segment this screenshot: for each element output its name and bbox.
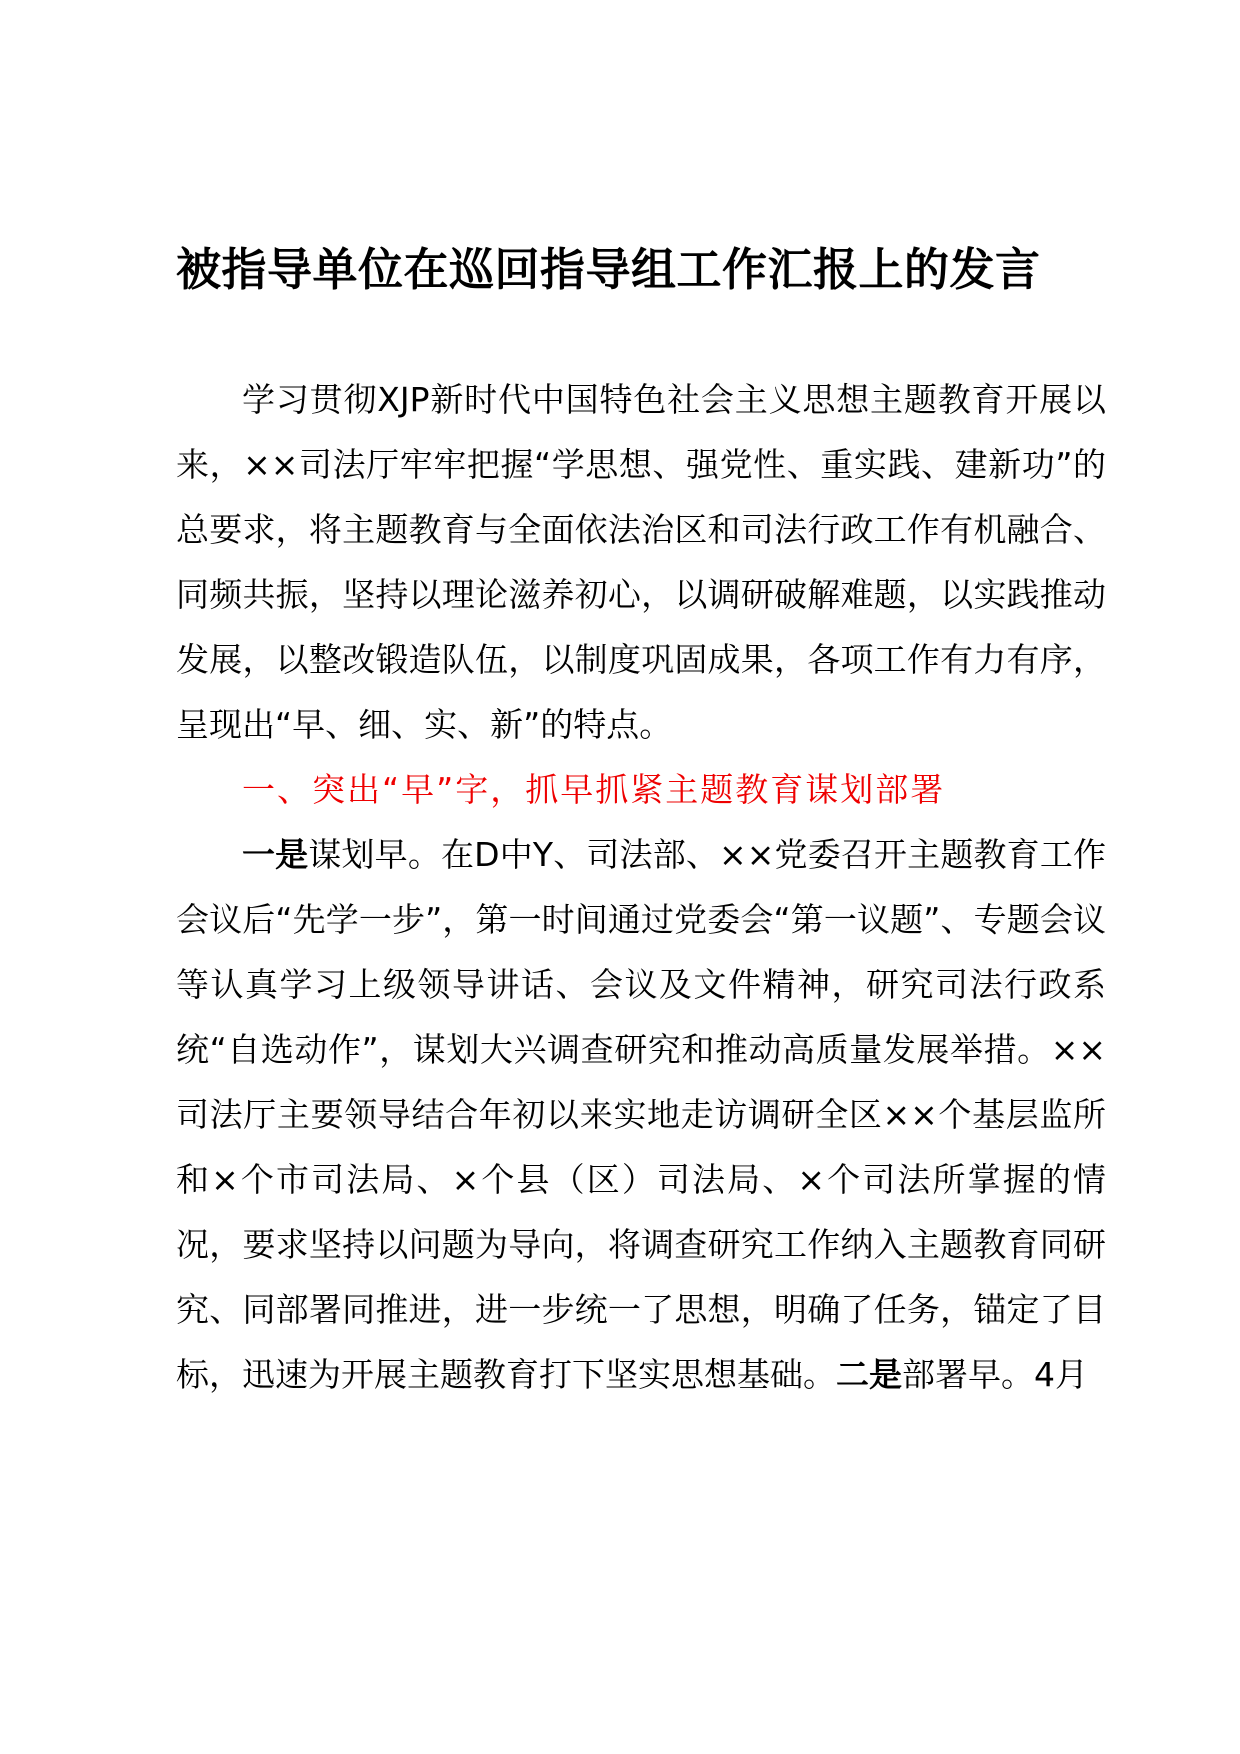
section-paragraph (176, 822, 1106, 1407)
section-heading: 一、突出“早”字，抓早抓紧主题教育谋划部署 (242, 770, 946, 809)
bold-lead-first: 一是 (242, 835, 309, 874)
document-title: 被指导单位在巡回指导组工作汇报上的发言 (176, 243, 1041, 296)
paragraph-text-first: 谋划早。在D中Y、司法部、××党委召开主题教育工作会议后“先学一步”，第一时间通过党委会“第一议题”、专题会议等认真学习上级领导讲话、会议及文件精神，研究司法行政系统“自选动作”，谋划大兴调查研究和推动高质量发展举措。××司法厅主要领导结合年初以来实地走访调研全区××个基层监所和×个市司法局、×个县（区）司法局、×个司法所掌握的情况，要求坚持以问题为导向，将调查研究工作纳入主题教育同研究、同部署同推进，进一步统一了思想，明确了任务，锚定了目标，迅速为开展主题教育打下坚实思想基础。 (176, 835, 1107, 1394)
bold-lead-second: 二是 (836, 1355, 902, 1394)
paragraph-text-second: 部署早。4月 (902, 1355, 1088, 1394)
intro-paragraph: 学习贯彻XJP新时代中国特色社会主义思想主题教育开展以来，××司法厅牢牢把握“学思想、强党性、重实践、建新功”的总要求，将主题教育与全面依法治区和司法行政工作有机融合、同频共振，坚持以理论滋养初心，以调研破解难题，以实践推动发展，以整改锻造队伍，以制度巩固成果，各项工作有力有序，呈现出“早、细、实、新”的特点。 (176, 380, 1106, 744)
document-body (176, 367, 1106, 1407)
